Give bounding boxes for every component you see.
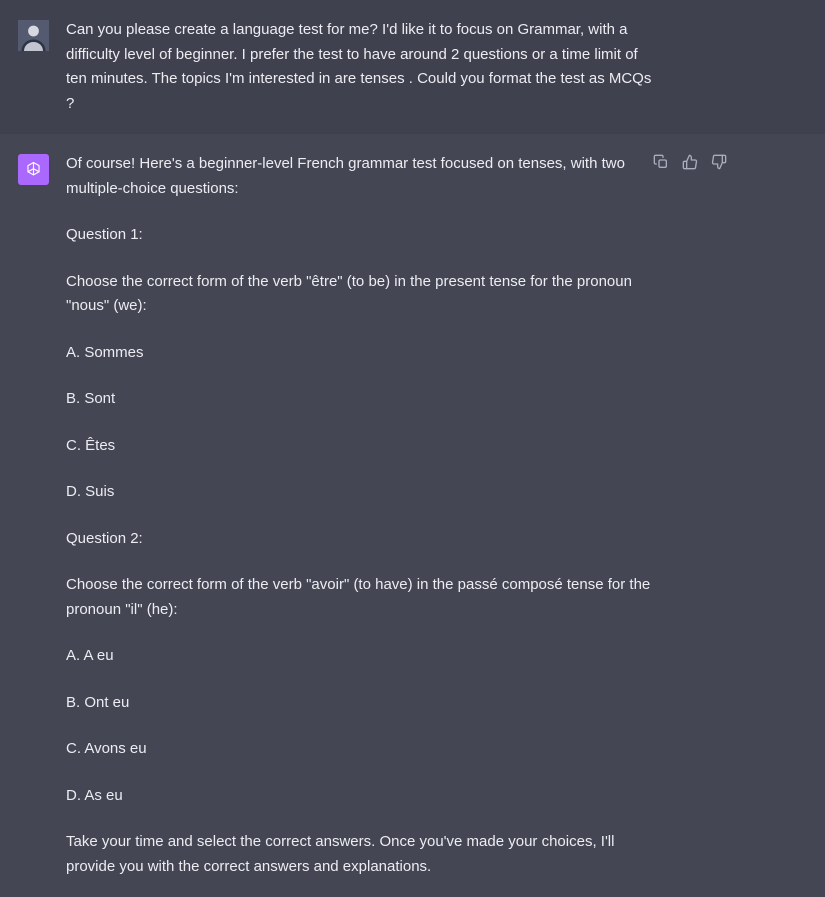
assistant-message-row	[0, 134, 825, 897]
assistant-line: Take your time and select the correct answers. Once you've made your choices, I'll provide you with the correct answers and explanations.	[66, 833, 619, 875]
assistant-paragraph	[66, 830, 656, 879]
answer-option: A. A eu	[66, 647, 114, 664]
assistant-line: Choose the correct form of the verb "être" (to be) in the present tense for the pronoun "nous" (we):	[66, 272, 637, 314]
answer-option: B. Ont eu	[66, 693, 130, 711]
message-actions	[653, 154, 727, 170]
assistant-answer-options	[66, 341, 656, 505]
assistant-line: Choose the correct form of the verb "avoir" (to have) in the passé composé tense for the pronoun "il" (he):	[66, 576, 655, 618]
user-avatar	[18, 20, 49, 51]
assistant-line: Question 2:	[66, 529, 143, 547]
assistant-paragraph	[66, 527, 656, 623]
answer-option: C. Avons eu	[66, 740, 147, 757]
thumbs-down-icon[interactable]	[711, 154, 727, 170]
answer-option: D. Suis	[66, 483, 115, 500]
assistant-avatar	[18, 154, 49, 185]
user-message-content	[66, 18, 726, 116]
user-message-row	[0, 0, 825, 134]
user-message-text: Can you please create a language test for me? I'd like it to focus on Grammar, with a difficulty level of beginner. I prefer the test to have around 2 questions or a time limit of ten minutes. The topics I'm interested in are tenses . Could you format the test as MCQs ?	[66, 21, 656, 112]
assistant-answer-options	[66, 644, 656, 808]
assistant-paragraph	[66, 223, 656, 319]
assistant-paragraph	[66, 152, 656, 201]
user-avatar-column	[0, 18, 66, 51]
thumbs-up-icon[interactable]	[682, 154, 698, 170]
answer-option: A. Sommes	[66, 343, 144, 361]
answer-option: C. Êtes	[66, 436, 116, 454]
assistant-message-content	[66, 152, 726, 879]
copy-icon[interactable]	[653, 154, 669, 170]
assistant-line: Of course! Here's a beginner-level French grammar test focused on tenses, with two multiple-choice questions:	[66, 155, 630, 197]
assistant-avatar-column	[0, 152, 66, 185]
answer-option: B. Sont	[66, 390, 116, 407]
assistant-line: Question 1:	[66, 226, 143, 243]
answer-option: D. As eu	[66, 786, 123, 804]
